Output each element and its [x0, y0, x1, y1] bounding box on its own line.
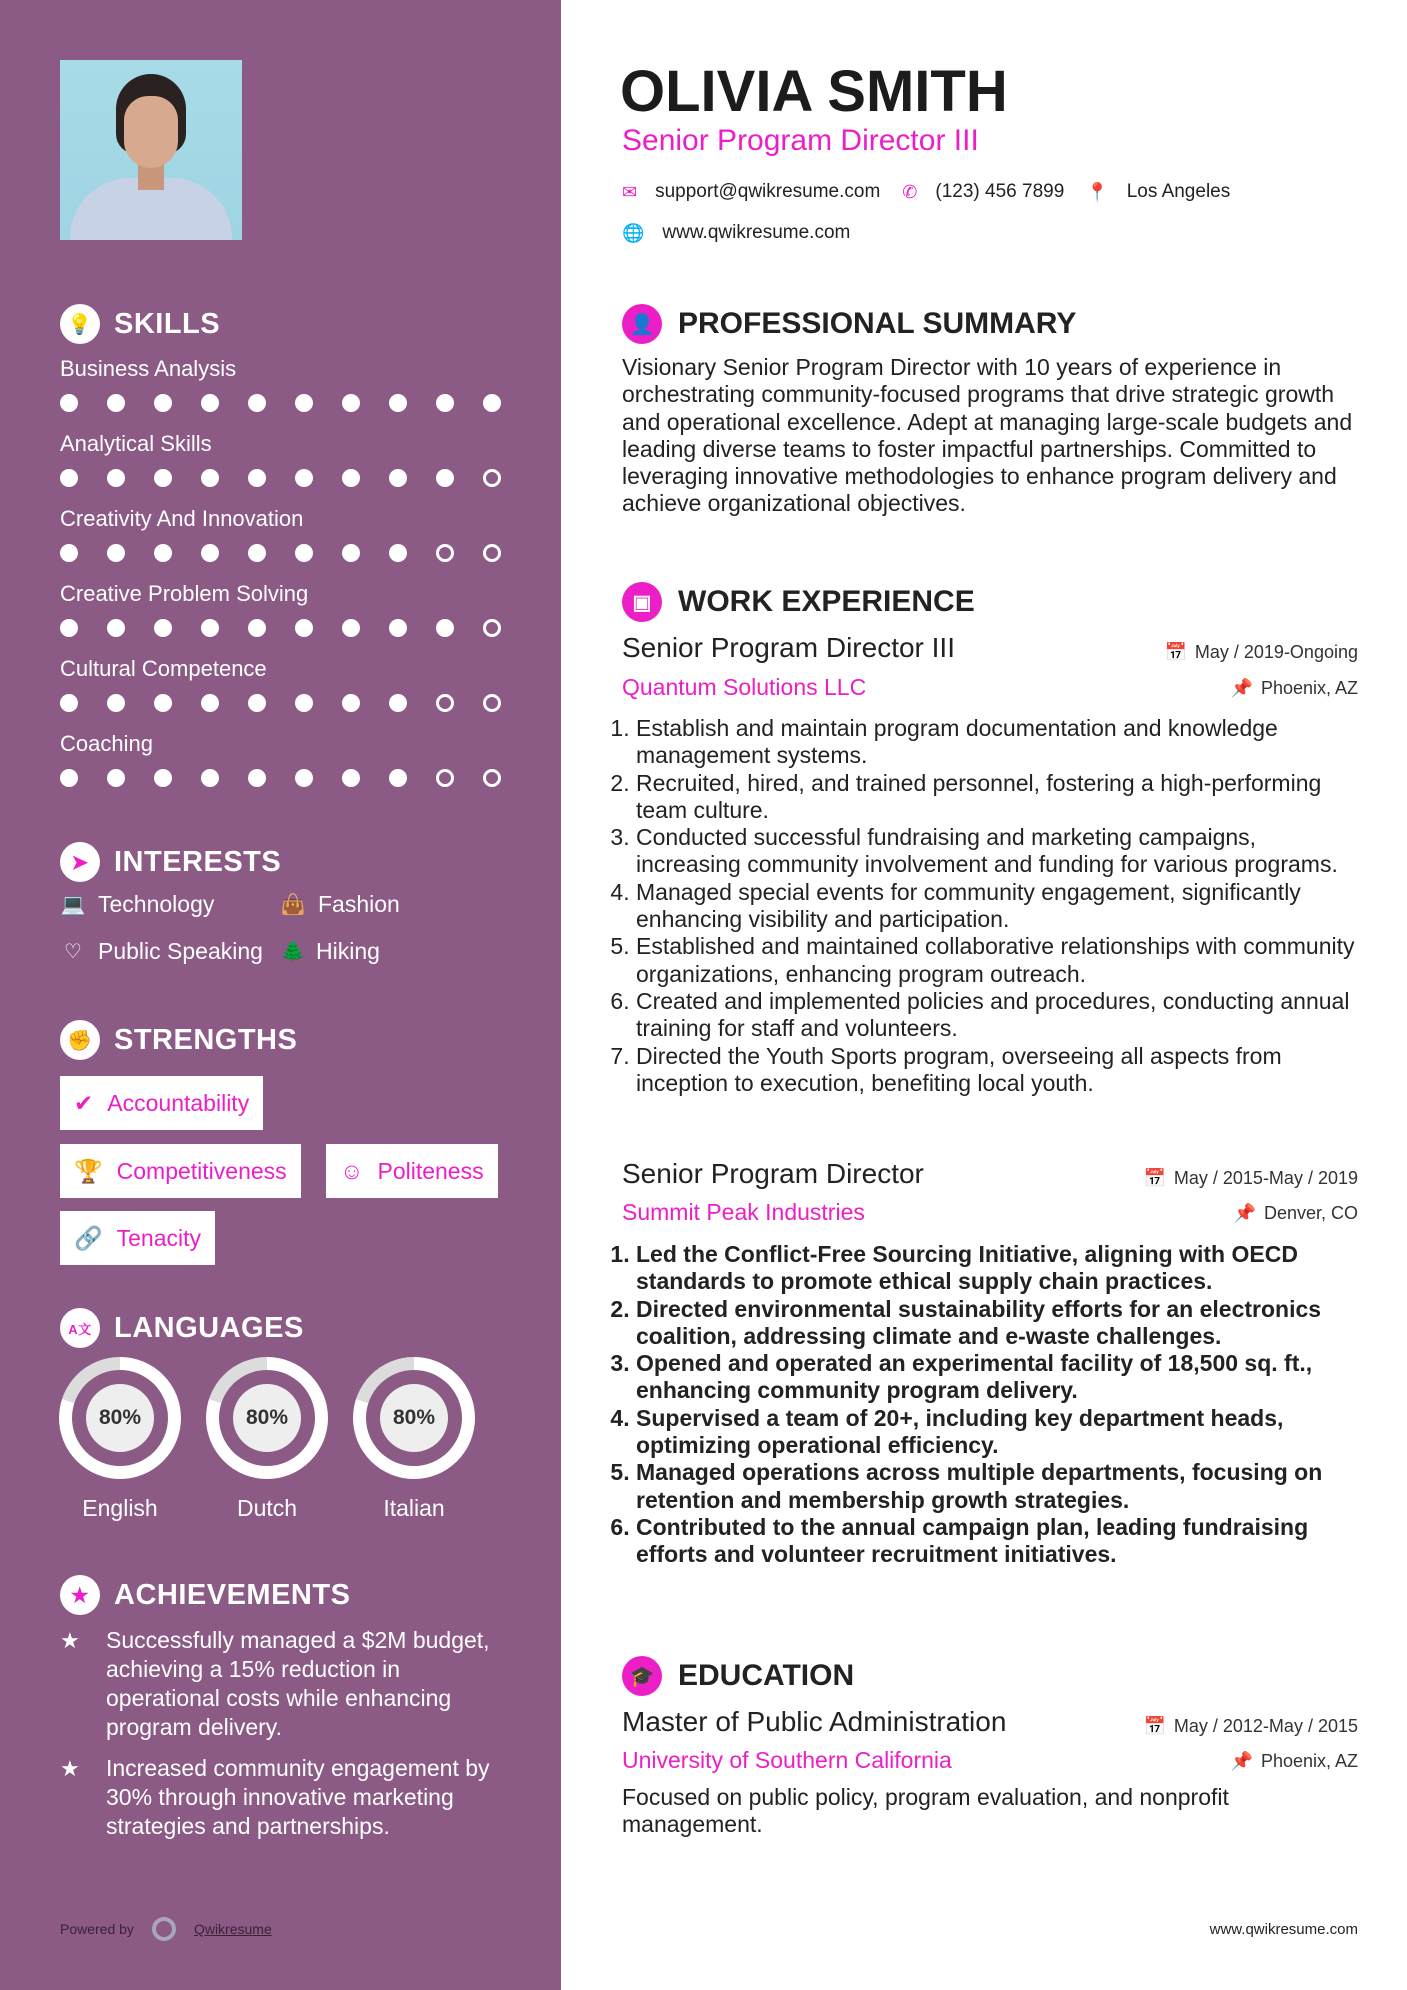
section-title: EDUCATION	[678, 1659, 855, 1692]
skill-label: Cultural Competence	[60, 656, 267, 681]
job-bullets	[618, 1241, 1363, 1569]
paper-plane-icon: ➤	[60, 842, 100, 882]
interest-label: Fashion	[318, 891, 400, 917]
filled-dot	[342, 769, 360, 787]
job-bullet: 3. Conducted successful fundraising and marketing campaigns, increasing community involvement and funding for various programs.	[636, 824, 1363, 879]
translate-icon: A文	[60, 1308, 100, 1348]
job-bullet: 4. Supervised a team of 20+, including key department heads, optimizing operational efficiency.	[636, 1405, 1363, 1460]
section-title: SKILLS	[114, 307, 221, 340]
interest-label: Technology	[98, 891, 215, 917]
filled-dot	[107, 544, 125, 562]
pushpin-icon: 📌	[1233, 1203, 1256, 1223]
phone-icon: ✆	[902, 181, 918, 202]
education-location	[1058, 1751, 1358, 1772]
empty-dot	[436, 544, 454, 562]
location-text: Phoenix, AZ	[1260, 1751, 1358, 1771]
filled-dot	[295, 394, 313, 412]
language-ring	[206, 1357, 328, 1479]
filled-dot	[342, 694, 360, 712]
filled-dot	[389, 544, 407, 562]
filled-dot	[295, 694, 313, 712]
job-bullet: 2. Recruited, hired, and trained personnel, fostering a high-performing team culture.	[636, 770, 1363, 825]
achievement-item	[60, 1626, 500, 1742]
job-bullet: 1. Led the Conflict-Free Sourcing Initiative, aligning with OECD standards to promote ethical supply chain practices.	[636, 1241, 1363, 1296]
skill-rating	[60, 769, 501, 787]
presentation-icon: ▣	[622, 582, 662, 622]
education-description: Focused on public policy, program evaluation, and nonprofit management.	[622, 1784, 1229, 1838]
skill-rating	[60, 619, 501, 637]
job-bullet: 4. Managed special events for community engagement, significantly enhancing visibility and participation.	[636, 879, 1363, 934]
interest-item	[60, 938, 263, 965]
filled-dot	[60, 694, 78, 712]
filled-dot	[60, 769, 78, 787]
language-label: English	[82, 1495, 158, 1521]
section-title: STRENGTHS	[114, 1023, 298, 1056]
empty-dot	[483, 619, 501, 637]
skill-rating	[60, 694, 501, 712]
location: Los Angeles	[1126, 181, 1231, 202]
skill-label: Creativity And Innovation	[60, 506, 304, 531]
email[interactable]: support@qwikresume.com	[655, 181, 881, 202]
filled-dot	[436, 394, 454, 412]
filled-dot	[295, 619, 313, 637]
powered-by-label: Powered by	[60, 1921, 134, 1937]
filled-dot	[248, 394, 266, 412]
dates-text: May / 2019-Ongoing	[1194, 642, 1358, 662]
job-location	[1058, 1203, 1358, 1224]
ring-gap	[72, 1370, 168, 1466]
sidebar	[0, 0, 561, 1990]
skill-rating	[60, 469, 501, 487]
skills-heading	[60, 304, 220, 344]
trophy-icon: 🏆	[74, 1157, 103, 1184]
job-bullet: 6. Contributed to the annual campaign plan, leading fundraising efforts and volunteer recruitment initiatives.	[636, 1514, 1363, 1569]
filled-dot	[60, 394, 78, 412]
pushpin-icon: 📌	[1230, 678, 1253, 698]
qwikresume-link[interactable]: Qwikresume	[193, 1921, 272, 1937]
filled-dot	[436, 469, 454, 487]
section-title: PROFESSIONAL SUMMARY	[678, 307, 1077, 340]
filled-dot	[154, 694, 172, 712]
footer-website[interactable]: www.qwikresume.com	[1209, 1921, 1358, 1938]
calendar-icon: 📅	[1143, 1716, 1166, 1736]
calendar-icon: 📅	[1164, 642, 1187, 662]
strength-label: Tenacity	[116, 1224, 202, 1251]
filled-dot	[295, 769, 313, 787]
calendar-icon: 📅	[1143, 1168, 1166, 1188]
company-name: Quantum Solutions LLC	[622, 674, 867, 700]
job-bullet: 6. Created and implemented policies and procedures, conducting annual training for staff and volunteers.	[636, 988, 1363, 1043]
location-text: Denver, CO	[1263, 1203, 1358, 1223]
filled-dot	[389, 394, 407, 412]
achievements-heading	[60, 1575, 350, 1615]
candidate-title: Senior Program Director III	[622, 124, 979, 157]
filled-dot	[107, 469, 125, 487]
user-icon: 👤	[622, 304, 662, 344]
education-dates	[1058, 1716, 1358, 1737]
filled-dot	[248, 694, 266, 712]
job-bullet: 7. Directed the Youth Sports program, overseeing all aspects from inception to execution, benefiting local youth.	[636, 1043, 1363, 1098]
filled-dot	[60, 469, 78, 487]
filled-dot	[436, 619, 454, 637]
website[interactable]: www.qwikresume.com	[662, 222, 851, 243]
strength-chip	[60, 1144, 301, 1198]
link-icon: 🔗	[74, 1224, 103, 1251]
interest-label: Hiking	[316, 938, 380, 964]
company-name: Summit Peak Industries	[622, 1199, 865, 1225]
language-ring	[353, 1357, 475, 1479]
strengths-heading	[60, 1020, 297, 1060]
star-icon: ★	[60, 1756, 80, 1781]
education-heading	[622, 1656, 854, 1696]
empty-dot	[483, 469, 501, 487]
job-bullet: 3. Opened and operated an experimental facility of 18,500 sq. ft., enhancing community program delivery.	[636, 1350, 1363, 1405]
filled-dot	[107, 394, 125, 412]
skill-rating	[60, 544, 501, 562]
interest-item	[60, 891, 214, 918]
filled-dot	[107, 769, 125, 787]
job-location	[1058, 678, 1358, 699]
job-dates	[1058, 1168, 1358, 1189]
profile-photo	[60, 60, 242, 240]
shopping-bag-icon: 👜	[280, 894, 306, 916]
filled-dot	[248, 544, 266, 562]
filled-dot	[60, 544, 78, 562]
skill-label: Creative Problem Solving	[60, 581, 309, 606]
filled-dot	[154, 619, 172, 637]
tree-icon: 🌲	[280, 941, 306, 963]
interest-item	[280, 891, 400, 918]
skill-label: Analytical Skills	[60, 431, 212, 456]
strength-label: Accountability	[107, 1089, 250, 1116]
ring-gap	[366, 1370, 462, 1466]
filled-dot	[154, 769, 172, 787]
job-title: Senior Program Director	[622, 1158, 924, 1189]
empty-dot	[483, 694, 501, 712]
filled-dot	[389, 769, 407, 787]
star-icon: ★	[60, 1628, 80, 1653]
achievement-text: Successfully managed a $2M budget, achieving a 15% reduction in operational costs while enhancing program delivery.	[106, 1627, 490, 1740]
section-title: ACHIEVEMENTS	[114, 1578, 351, 1611]
job-bullet: 1. Establish and maintain program documentation and knowledge management systems.	[636, 715, 1363, 770]
filled-dot	[201, 619, 219, 637]
section-title: INTERESTS	[114, 845, 282, 878]
summary-text: Visionary Senior Program Director with 10 years of experience in orchestrating community-focused programs that drive strategic growth and operational excellence. Adept at managing large-scale budgets and leading diverse teams to foster impactful partnerships. Committed to leveraging innovative methodologies to enhance program delivery and achieve organizational objectives.	[622, 354, 1353, 517]
map-pin-icon: 📍	[1086, 181, 1109, 202]
strength-label: Politeness	[377, 1157, 484, 1184]
filled-dot	[154, 469, 172, 487]
contact-row	[622, 181, 1230, 203]
lightbulb-icon: 💡	[60, 304, 100, 344]
skill-label: Coaching	[60, 731, 153, 756]
filled-dot	[248, 469, 266, 487]
qwikresume-logo-icon	[152, 1917, 176, 1941]
job-title: Senior Program Director III	[622, 632, 955, 663]
filled-dot	[201, 394, 219, 412]
interest-item	[280, 938, 380, 965]
language-ring	[59, 1357, 181, 1479]
filled-dot	[201, 769, 219, 787]
phone: (123) 456 7899	[935, 181, 1065, 202]
section-title: LANGUAGES	[114, 1311, 304, 1344]
filled-dot	[342, 394, 360, 412]
heartbeat-icon: ♡	[64, 941, 82, 963]
language-label: Italian	[383, 1495, 445, 1521]
filled-dot	[295, 469, 313, 487]
filled-dot	[107, 694, 125, 712]
job-bullets	[618, 715, 1363, 1097]
filled-dot	[295, 544, 313, 562]
job-dates	[1058, 642, 1358, 663]
fist-icon: ✊	[60, 1020, 100, 1060]
job-bullet: 5. Established and maintained collaborative relationships with community organizations, enhancing program outreach.	[636, 933, 1363, 988]
filled-dot	[107, 619, 125, 637]
strength-chip	[326, 1144, 498, 1198]
check-circle-icon: ✔	[74, 1089, 94, 1116]
job-bullet: 5. Managed operations across multiple departments, focusing on retention and membership growth strategies.	[636, 1459, 1363, 1514]
dates-text: May / 2012-May / 2015	[1173, 1716, 1358, 1736]
empty-dot	[483, 769, 501, 787]
globe-icon: 🌐	[622, 222, 645, 243]
ring-gap	[219, 1370, 315, 1466]
empty-dot	[436, 769, 454, 787]
smile-icon: ☺	[340, 1157, 364, 1184]
filled-dot	[248, 769, 266, 787]
laptop-icon: 💻	[60, 894, 86, 916]
achievement-item	[60, 1754, 500, 1841]
interest-label: Public Speaking	[98, 938, 263, 964]
filled-dot	[201, 694, 219, 712]
interests-heading	[60, 842, 281, 882]
filled-dot	[201, 469, 219, 487]
graduate-icon: 🎓	[622, 1656, 662, 1696]
filled-dot	[154, 544, 172, 562]
achievement-text: Increased community engagement by 30% through innovative marketing strategies and partnerships.	[106, 1755, 490, 1839]
filled-dot	[483, 394, 501, 412]
empty-dot	[483, 544, 501, 562]
empty-dot	[436, 694, 454, 712]
strength-chip	[60, 1211, 215, 1265]
filled-dot	[389, 469, 407, 487]
filled-dot	[389, 619, 407, 637]
filled-dot	[342, 544, 360, 562]
pushpin-icon: 📌	[1230, 1751, 1253, 1771]
filled-dot	[248, 619, 266, 637]
language-percent: 80%	[233, 1384, 301, 1452]
envelope-icon: ✉	[622, 181, 638, 202]
skill-label: Business Analysis	[60, 356, 237, 381]
filled-dot	[60, 619, 78, 637]
degree: Master of Public Administration	[622, 1706, 1007, 1737]
filled-dot	[389, 694, 407, 712]
filled-dot	[342, 469, 360, 487]
star-icon: ★	[60, 1575, 100, 1615]
dates-text: May / 2015-May / 2019	[1173, 1168, 1358, 1188]
strength-label: Competitiveness	[116, 1157, 287, 1184]
candidate-name: OLIVIA SMITH	[620, 59, 1008, 124]
experience-heading	[622, 582, 975, 622]
language-percent: 80%	[86, 1384, 154, 1452]
language-label: Dutch	[236, 1495, 298, 1521]
summary-heading	[622, 304, 1076, 344]
job-bullet: 2. Directed environmental sustainability efforts for an electronics coalition, addressing climate and e-waste challenges.	[636, 1296, 1363, 1351]
filled-dot	[154, 394, 172, 412]
strength-chip	[60, 1076, 263, 1130]
filled-dot	[201, 544, 219, 562]
powered-by	[60, 1917, 272, 1941]
location-text: Phoenix, AZ	[1260, 678, 1358, 698]
section-title: WORK EXPERIENCE	[678, 585, 975, 618]
language-percent: 80%	[380, 1384, 448, 1452]
skill-rating	[60, 394, 501, 412]
school-name: University of Southern California	[622, 1747, 952, 1773]
languages-heading	[60, 1308, 304, 1348]
filled-dot	[342, 619, 360, 637]
website-row	[622, 222, 850, 244]
